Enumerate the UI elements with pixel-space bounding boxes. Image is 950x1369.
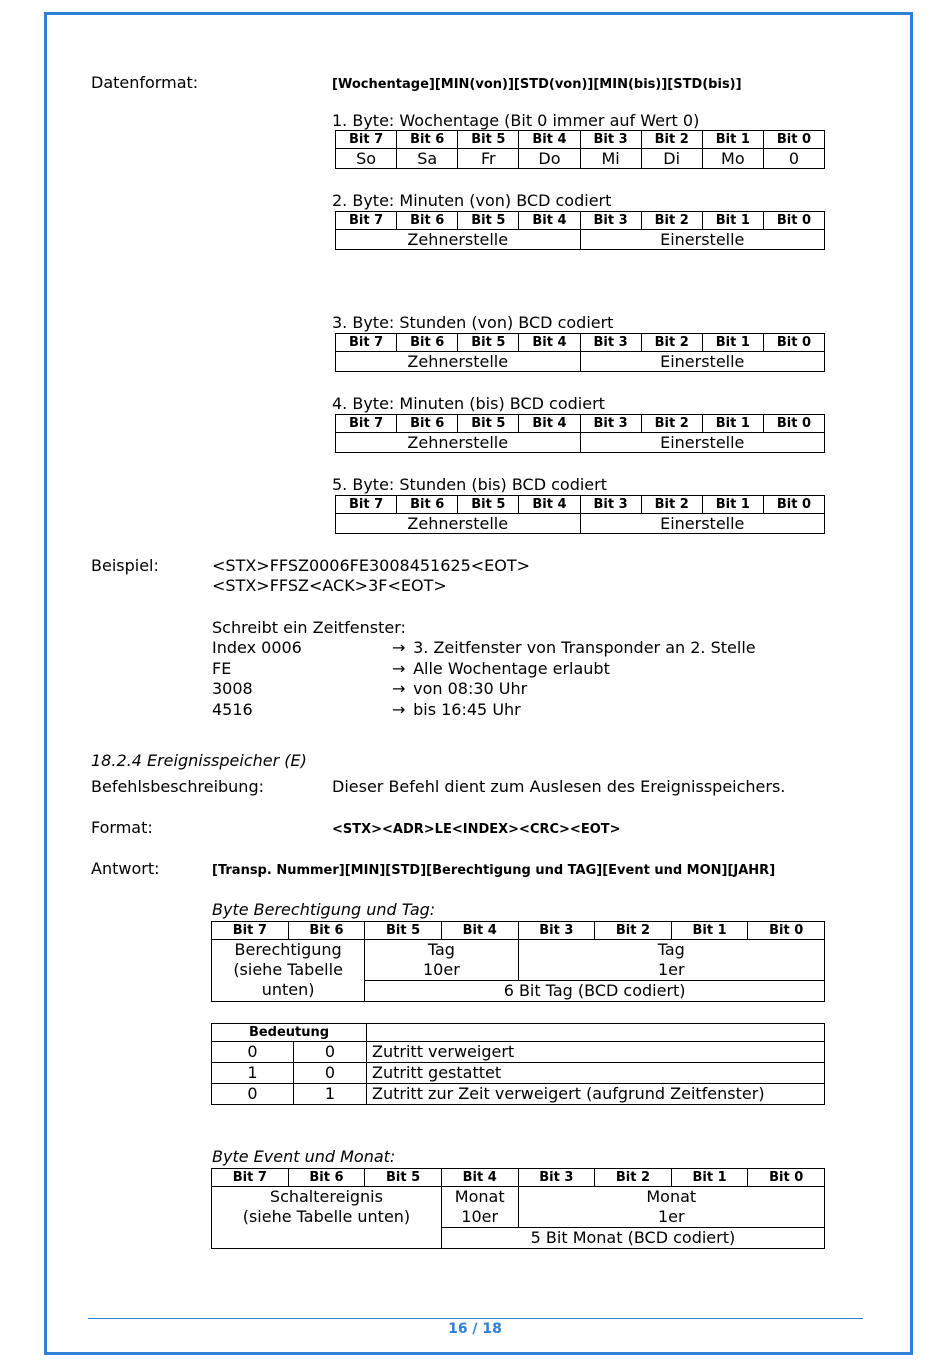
bit-header: Bit 0 <box>763 131 824 149</box>
bit-header: Bit 5 <box>458 334 519 352</box>
bit-header: Bit 0 <box>763 415 824 433</box>
weekday-cell: Mo <box>702 149 763 169</box>
bit-header: Bit 3 <box>518 922 595 940</box>
bit-header: Bit 7 <box>336 212 397 230</box>
ones-cell: Einerstelle <box>580 433 825 453</box>
bit-header: Bit 7 <box>212 922 289 940</box>
bit-header: Bit 0 <box>763 334 824 352</box>
bedeutung-header: Bedeutung <box>212 1024 367 1042</box>
byte2-title: 2. Byte: Minuten (von) BCD codiert <box>332 191 612 210</box>
monat-bcd-cell: 5 Bit Monat (BCD codiert) <box>441 1228 824 1249</box>
beispiel-key: 4516 <box>212 700 253 719</box>
section-heading: 18.2.4 Ereignisspeicher (E) <box>91 751 307 770</box>
weekday-cell: Mi <box>580 149 641 169</box>
bit-header: Bit 2 <box>641 334 702 352</box>
beispiel-key: Index 0006 <box>212 638 302 657</box>
berechtigung-line: Berechtigung <box>234 940 342 959</box>
byte4-title: 4. Byte: Minuten (bis) BCD codiert <box>332 394 605 413</box>
tag-line: 1er <box>657 960 685 979</box>
bit-header: Bit 7 <box>336 334 397 352</box>
bit-header: Bit 2 <box>641 212 702 230</box>
bit-header: Bit 1 <box>702 131 763 149</box>
beispiel-desc: Alle Wochentage erlaubt <box>413 659 610 678</box>
bit-header: Bit 3 <box>580 131 641 149</box>
monat-10er-cell <box>441 1187 518 1228</box>
tens-cell: Zehnerstelle <box>336 514 581 534</box>
bit-header: Bit 0 <box>763 212 824 230</box>
beispiel-desc: von 08:30 Uhr <box>413 679 528 698</box>
bit-header: Bit 6 <box>397 415 458 433</box>
bit-header: Bit 2 <box>595 922 672 940</box>
bit-header: Bit 0 <box>763 496 824 514</box>
bit-header: Bit 6 <box>397 131 458 149</box>
beispiel-desc-row <box>392 679 527 699</box>
tag-1er-cell <box>518 940 825 981</box>
weekday-cell: Sa <box>397 149 458 169</box>
bit-header: Bit 0 <box>748 922 825 940</box>
bit-header: Bit 4 <box>441 922 518 940</box>
tens-cell: Zehnerstelle <box>336 433 581 453</box>
bedeutung-bit-a: 0 <box>212 1084 294 1105</box>
bit-header: Bit 5 <box>365 1169 442 1187</box>
beispiel-line2: <STX>FFSZ<ACK>3F<EOT> <box>212 576 447 595</box>
bit-header: Bit 3 <box>580 212 641 230</box>
befehl-text: Dieser Befehl dient zum Auslesen des Ereignisspeichers. <box>332 777 786 796</box>
antwort-text: [Transp. Nummer][MIN][STD][Berechtigung und TAG][Event und MON][JAHR] <box>212 863 776 878</box>
berechtigung-line: (siehe Tabelle <box>233 960 343 979</box>
monat-line: 1er <box>657 1207 685 1226</box>
bit-header: Bit 5 <box>458 496 519 514</box>
berechtigung-title: Byte Berechtigung und Tag: <box>212 900 436 919</box>
bit-header: Bit 4 <box>441 1169 518 1187</box>
bit-header: Bit 1 <box>702 496 763 514</box>
bit-header: Bit 6 <box>397 496 458 514</box>
weekday-cell: Di <box>641 149 702 169</box>
weekday-cell: Do <box>519 149 580 169</box>
monat-1er-cell <box>518 1187 825 1228</box>
bit-header: Bit 5 <box>458 212 519 230</box>
arrow-right-icon: → <box>392 700 406 719</box>
bit-header: Bit 3 <box>518 1169 595 1187</box>
schaltereignis-line: Schaltereignis <box>269 1187 383 1206</box>
beispiel-desc-row <box>392 700 521 720</box>
byte4-table <box>335 414 825 453</box>
befehl-label: Befehlsbeschreibung: <box>91 777 264 796</box>
beispiel-line1: <STX>FFSZ0006FE3008451625<EOT> <box>212 556 531 575</box>
beispiel-desc-row <box>392 638 756 658</box>
bedeutung-text: Zutritt zur Zeit verweigert (aufgrund Zeitfenster) <box>367 1084 825 1105</box>
byte5-table <box>335 495 825 534</box>
beispiel-key: FE <box>212 659 232 678</box>
tens-cell: Zehnerstelle <box>336 352 581 372</box>
bit-header: Bit 7 <box>212 1169 289 1187</box>
bit-header: Bit 2 <box>595 1169 672 1187</box>
bedeutung-text: Zutritt gestattet <box>367 1063 825 1084</box>
bit-header: Bit 3 <box>580 334 641 352</box>
bit-header: Bit 5 <box>365 922 442 940</box>
format-text: <STX><ADR>LE<INDEX><CRC><EOT> <box>332 822 621 837</box>
bit-header: Bit 6 <box>288 1169 365 1187</box>
bit-header: Bit 7 <box>336 415 397 433</box>
bedeutung-empty-header <box>367 1024 825 1042</box>
bit-header: Bit 1 <box>702 334 763 352</box>
bedeutung-bit-a: 1 <box>212 1063 294 1084</box>
ones-cell: Einerstelle <box>580 352 825 372</box>
ones-cell: Einerstelle <box>580 230 825 250</box>
page-number: 16 / 18 <box>448 1321 502 1337</box>
weekday-cell: 0 <box>763 149 824 169</box>
footer-divider <box>88 1318 863 1319</box>
beispiel-key: 3008 <box>212 679 253 698</box>
bit-header: Bit 2 <box>641 496 702 514</box>
byte3-title: 3. Byte: Stunden (von) BCD codiert <box>332 313 614 332</box>
bit-header: Bit 5 <box>458 131 519 149</box>
monat-line: Monat <box>646 1187 697 1206</box>
byte1-table <box>335 130 825 169</box>
bit-header: Bit 4 <box>519 131 580 149</box>
bit-header: Bit 7 <box>336 131 397 149</box>
bit-header: Bit 1 <box>671 922 748 940</box>
beispiel-desc-row <box>392 659 610 679</box>
bit-header: Bit 6 <box>397 334 458 352</box>
schaltereignis-cell <box>212 1187 442 1249</box>
datenformat-format: [Wochentage][MIN(von)][STD(von)][MIN(bis)][STD(bis)] <box>332 77 742 92</box>
tag-line: Tag <box>657 940 685 959</box>
tag-10er-cell <box>365 940 518 981</box>
beispiel-label: Beispiel: <box>91 556 159 575</box>
bit-header: Bit 6 <box>288 922 365 940</box>
tag-line: 10er <box>422 960 460 979</box>
berechtigung-line: unten) <box>261 980 315 999</box>
bedeutung-table <box>211 1023 825 1105</box>
arrow-right-icon: → <box>392 679 406 698</box>
bedeutung-text: Zutritt verweigert <box>367 1042 825 1063</box>
tag-bcd-cell: 6 Bit Tag (BCD codiert) <box>365 981 825 1002</box>
beispiel-intro: Schreibt ein Zeitfenster: <box>212 618 406 637</box>
bit-header: Bit 4 <box>519 415 580 433</box>
bit-header: Bit 4 <box>519 496 580 514</box>
byte5-title: 5. Byte: Stunden (bis) BCD codiert <box>332 475 607 494</box>
bit-header: Bit 4 <box>519 212 580 230</box>
datenformat-label: Datenformat: <box>91 73 199 92</box>
event-monat-table <box>211 1168 825 1249</box>
berechtigung-cell <box>212 940 365 1002</box>
bedeutung-bit-b: 0 <box>294 1063 367 1084</box>
bit-header: Bit 7 <box>336 496 397 514</box>
bedeutung-bit-a: 0 <box>212 1042 294 1063</box>
weekday-cell: So <box>336 149 397 169</box>
bit-header: Bit 1 <box>671 1169 748 1187</box>
byte1-title: 1. Byte: Wochentage (Bit 0 immer auf Wert 0) <box>332 111 700 130</box>
monat-line: Monat <box>454 1187 505 1206</box>
tens-cell: Zehnerstelle <box>336 230 581 250</box>
bit-header: Bit 6 <box>397 212 458 230</box>
bedeutung-bit-b: 1 <box>294 1084 367 1105</box>
format-label: Format: <box>91 818 153 837</box>
bit-header: Bit 3 <box>580 496 641 514</box>
bit-header: Bit 1 <box>702 212 763 230</box>
beispiel-desc: bis 16:45 Uhr <box>413 700 521 719</box>
weekday-cell: Fr <box>458 149 519 169</box>
bit-header: Bit 1 <box>702 415 763 433</box>
event-monat-title: Byte Event und Monat: <box>212 1147 396 1166</box>
bit-header: Bit 5 <box>458 415 519 433</box>
arrow-right-icon: → <box>392 638 406 657</box>
monat-line: 10er <box>461 1207 499 1226</box>
bit-header: Bit 2 <box>641 415 702 433</box>
bit-header: Bit 3 <box>580 415 641 433</box>
byte3-table <box>335 333 825 372</box>
byte2-table <box>335 211 825 250</box>
schaltereignis-line: (siehe Tabelle unten) <box>242 1207 411 1226</box>
bit-header: Bit 4 <box>519 334 580 352</box>
bit-header: Bit 2 <box>641 131 702 149</box>
ones-cell: Einerstelle <box>580 514 825 534</box>
antwort-label: Antwort: <box>91 859 160 878</box>
tag-line: Tag <box>427 940 455 959</box>
berechtigung-table <box>211 921 825 1002</box>
bedeutung-bit-b: 0 <box>294 1042 367 1063</box>
bit-header: Bit 0 <box>748 1169 825 1187</box>
arrow-right-icon: → <box>392 659 406 678</box>
beispiel-desc: 3. Zeitfenster von Transponder an 2. Stelle <box>413 638 756 657</box>
